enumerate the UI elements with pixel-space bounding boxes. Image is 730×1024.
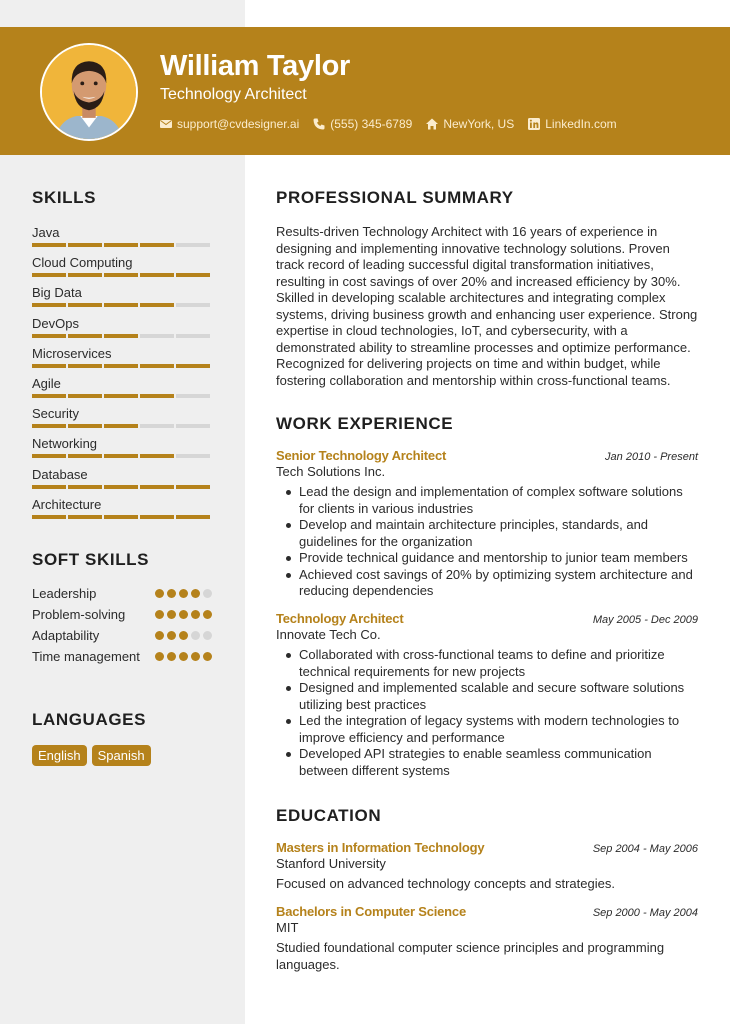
skill-level-segment — [104, 303, 138, 307]
skill-level-segment — [176, 273, 210, 277]
skill-level-segment — [104, 364, 138, 368]
contact-email[interactable] — [160, 117, 299, 131]
skill-item — [32, 255, 212, 285]
rating-dot — [179, 631, 188, 640]
skill-level-segment — [32, 334, 66, 338]
skill-level-bar — [32, 364, 212, 368]
job-bullets — [276, 484, 698, 600]
skill-level-segment — [104, 334, 138, 338]
skill-level-segment — [176, 424, 210, 428]
skill-item — [32, 436, 212, 466]
skill-item — [32, 497, 212, 527]
skill-level-bar — [32, 243, 212, 247]
rating-dot — [191, 610, 200, 619]
languages-heading: LANGUAGES — [32, 710, 147, 729]
skill-level-segment — [176, 394, 210, 398]
skill-item — [32, 467, 212, 497]
skill-level-segment — [104, 485, 138, 489]
skill-level-segment — [68, 273, 102, 277]
rating-dot — [167, 631, 176, 640]
skill-name: Big Data — [32, 285, 82, 301]
profile-photo-icon — [42, 45, 136, 139]
rating-dot — [167, 610, 176, 619]
skill-item — [32, 316, 212, 346]
education-heading: EDUCATION — [276, 806, 382, 825]
skill-name: Microservices — [32, 345, 112, 361]
skill-level-segment — [140, 454, 174, 458]
contact-phone[interactable] — [313, 117, 412, 131]
skill-level-segment — [68, 424, 102, 428]
candidate-name: William Taylor — [160, 50, 350, 82]
skill-level-segment — [32, 364, 66, 368]
phone-icon — [313, 118, 325, 130]
skill-level-segment — [68, 454, 102, 458]
skill-name: Agile — [32, 375, 61, 391]
envelope-icon — [160, 118, 172, 130]
avatar — [40, 43, 138, 141]
experience-heading: WORK EXPERIENCE — [276, 414, 454, 433]
soft-skills-list — [32, 586, 212, 685]
language-badge: English — [32, 745, 87, 766]
skill-level-segment — [32, 515, 66, 519]
job-date: May 2005 - Dec 2009 — [592, 614, 698, 626]
skill-level-segment — [104, 394, 138, 398]
soft-skill-name: Adaptability — [32, 628, 100, 643]
skill-level-segment — [32, 454, 66, 458]
rating-dot — [179, 610, 188, 619]
skill-name: Security — [32, 406, 79, 422]
education-entry — [276, 904, 698, 973]
skill-level-segment — [176, 303, 210, 307]
rating-dot — [167, 589, 176, 598]
list-item: Designed and implemented scalable and secure software solutions utilizing best practices — [299, 680, 698, 713]
location-text: NewYork, US — [443, 117, 515, 131]
rating-dot — [155, 610, 164, 619]
list-item: Lead the design and implementation of complex software solutions for clients in various industries — [299, 484, 698, 517]
skill-level-segment — [140, 303, 174, 307]
skill-level-segment — [104, 454, 138, 458]
language-badge: Spanish — [92, 745, 151, 766]
skills-list — [32, 225, 212, 527]
soft-skill-name: Time management — [32, 649, 140, 664]
linkedin-icon — [528, 118, 540, 130]
rating-dot — [191, 652, 200, 661]
job-title: Senior Technology Architect — [276, 448, 447, 463]
email-text: support@cvdesigner.ai — [177, 117, 300, 131]
school-name: MIT — [276, 920, 299, 935]
soft-skill-rating — [155, 652, 212, 661]
summary-heading: PROFESSIONAL SUMMARY — [276, 188, 514, 207]
skill-level-bar — [32, 303, 212, 307]
candidate-role: Technology Architect — [160, 86, 307, 103]
skill-level-segment — [32, 243, 66, 247]
contact-linkedin[interactable] — [528, 117, 616, 131]
rating-dot — [179, 652, 188, 661]
rating-dot — [191, 631, 200, 640]
languages-list — [32, 745, 151, 766]
job-company: Innovate Tech Co. — [276, 627, 381, 642]
rating-dot — [167, 652, 176, 661]
job-entry — [276, 448, 698, 600]
job-title: Technology Architect — [276, 611, 404, 626]
rating-dot — [203, 589, 212, 598]
skill-name: Networking — [32, 436, 98, 452]
summary-text: Results-driven Technology Architect with 16 years of experience in designing and implementing innovative technology solutions. Proven track record of leading successful digital transformation initiatives, resulting in cost savings of over 20% and increased efficiency by 30%. Skilled in developing scalable architectures and integrating complex systems, driving business growth and enhancing user experience. Strong expertise in cloud technologies, IoT, and cybersecurity, with a demonstrated ability to streamline processes and optimize performance. Recognized for delivering projects on time and within budget, while fostering collaboration and mentorship within cross-functional teams. — [276, 224, 698, 388]
soft-skills-heading: SOFT SKILLS — [32, 550, 150, 569]
skill-level-segment — [140, 485, 174, 489]
job-date: Jan 2010 - Present — [605, 451, 698, 463]
skill-level-bar — [32, 454, 212, 458]
job-entry — [276, 611, 698, 779]
contact-bar — [160, 117, 631, 131]
rating-dot — [191, 589, 200, 598]
skill-item — [32, 225, 212, 255]
skill-item — [32, 406, 212, 436]
skill-level-segment — [68, 394, 102, 398]
job-company: Tech Solutions Inc. — [276, 464, 386, 479]
skill-level-segment — [104, 424, 138, 428]
skill-level-bar — [32, 485, 212, 489]
skill-level-segment — [104, 515, 138, 519]
skill-item — [32, 376, 212, 406]
rating-dot — [203, 610, 212, 619]
list-item: Collaborated with cross-functional teams to define and prioritize technical requirements for new projects — [299, 647, 698, 680]
rating-dot — [155, 652, 164, 661]
skill-level-segment — [68, 334, 102, 338]
skill-level-segment — [176, 243, 210, 247]
skill-level-segment — [140, 364, 174, 368]
skill-level-segment — [176, 515, 210, 519]
skill-level-bar — [32, 334, 212, 338]
soft-skill-item — [32, 586, 212, 607]
education-entry — [276, 840, 698, 893]
skill-level-bar — [32, 424, 212, 428]
skill-level-segment — [176, 454, 210, 458]
skill-level-segment — [68, 303, 102, 307]
degree-title: Masters in Information Technology — [276, 840, 485, 855]
soft-skill-name: Problem-solving — [32, 607, 126, 622]
skill-item — [32, 285, 212, 315]
education-date: Sep 2004 - May 2006 — [592, 843, 698, 855]
skill-level-bar — [32, 394, 212, 398]
rating-dot — [155, 589, 164, 598]
soft-skill-rating — [155, 631, 212, 640]
skill-level-segment — [68, 515, 102, 519]
skill-level-segment — [104, 273, 138, 277]
soft-skill-name: Leadership — [32, 586, 97, 601]
soft-skill-item — [32, 607, 212, 628]
rating-dot — [203, 631, 212, 640]
skill-level-segment — [32, 485, 66, 489]
skill-level-segment — [140, 424, 174, 428]
skill-level-segment — [32, 394, 66, 398]
skills-heading: SKILLS — [32, 188, 97, 207]
skill-level-segment — [176, 364, 210, 368]
skill-level-segment — [32, 273, 66, 277]
skill-level-segment — [140, 394, 174, 398]
list-item: Achieved cost savings of 20% by optimizing system architecture and reducing dependencies — [299, 567, 698, 600]
skill-name: Architecture — [32, 496, 102, 512]
skill-name: Database — [32, 466, 88, 482]
degree-title: Bachelors in Computer Science — [276, 904, 466, 919]
skill-level-segment — [32, 303, 66, 307]
list-item: Led the integration of legacy systems with modern technologies to improve efficiency and performance — [299, 713, 698, 746]
skill-level-segment — [104, 243, 138, 247]
phone-text: (555) 345-6789 — [330, 117, 413, 131]
soft-skill-item — [32, 628, 212, 649]
skill-name: Java — [32, 225, 60, 240]
skill-level-segment — [68, 243, 102, 247]
rating-dot — [155, 631, 164, 640]
skill-level-segment — [140, 243, 174, 247]
skill-level-segment — [176, 334, 210, 338]
home-icon — [426, 118, 438, 130]
education-date: Sep 2000 - May 2004 — [592, 907, 698, 919]
soft-skill-item — [32, 649, 212, 685]
skill-level-segment — [140, 334, 174, 338]
skill-level-segment — [140, 515, 174, 519]
skill-item — [32, 346, 212, 376]
rating-dot — [203, 652, 212, 661]
education-description: Focused on advanced technology concepts and strategies. — [276, 876, 615, 891]
skill-level-bar — [32, 515, 212, 519]
skill-name: DevOps — [32, 315, 79, 331]
list-item: Developed API strategies to enable seamless communication between different systems — [299, 746, 698, 779]
skill-level-segment — [176, 485, 210, 489]
school-name: Stanford University — [276, 856, 386, 871]
skill-level-segment — [140, 273, 174, 277]
skill-level-segment — [68, 364, 102, 368]
skill-level-segment — [68, 485, 102, 489]
soft-skill-rating — [155, 589, 212, 598]
skill-name: Cloud Computing — [32, 255, 133, 271]
list-item: Develop and maintain architecture principles, standards, and guidelines for the organization — [299, 517, 698, 550]
rating-dot — [179, 589, 188, 598]
education-description: Studied foundational computer science principles and programming languages. — [276, 940, 665, 972]
contact-location — [426, 117, 514, 131]
skill-level-bar — [32, 273, 212, 277]
skill-level-segment — [32, 424, 66, 428]
job-bullets — [276, 647, 698, 779]
soft-skill-rating — [155, 610, 212, 619]
list-item: Provide technical guidance and mentorship to junior team members — [299, 550, 698, 567]
linkedin-text: LinkedIn.com — [545, 117, 617, 131]
